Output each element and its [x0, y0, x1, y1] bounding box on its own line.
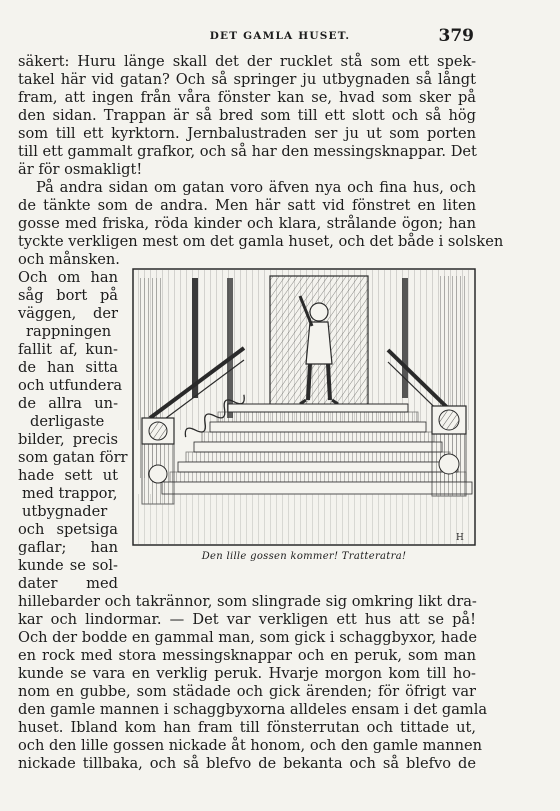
text-line: såg bort på [18, 287, 118, 304]
text-line: de allra un- [18, 395, 118, 412]
text-line: som gatan förr [18, 449, 128, 466]
text-line: hade sett ut [18, 467, 118, 484]
text-line: Och om han [18, 269, 118, 286]
text-line: utbygnader [22, 503, 108, 520]
text-line: säkert: Huru länge skall det der rucklet stå som ett spek- [18, 53, 476, 70]
text-line: den sidan. Trappan är så bred som till ett slott och så hög [18, 107, 476, 124]
text-line: På andra sidan om gatan voro äfven nya och fina hus, och [36, 179, 476, 196]
text-line: tyckte verkligen mest om det gamla huset, och det både i solsken [18, 233, 504, 250]
text-line: med trappor, [22, 485, 118, 502]
engraving [132, 268, 476, 564]
text-line: fram, att ingen från våra fönster kan se, hvad som sker på [18, 89, 476, 106]
text-line: bilder, precis [18, 431, 118, 448]
text-line: fallit af, kun- [18, 341, 118, 358]
text-line: kunde se vara en verklig peruk. Hvarje morgon kom till ho- [18, 665, 476, 682]
text-line: de han sitta [18, 359, 118, 376]
text-block-wrap [18, 269, 128, 593]
page-header [0, 26, 560, 46]
text-line: nom en gubbe, som städade och gick ärenden; för öfrigt var [18, 683, 476, 700]
text-line: gaflar; han [18, 539, 118, 556]
text-line: är för osmakligt! [18, 161, 143, 178]
text-block-top [18, 53, 504, 269]
illustration-caption: Den lille gossen kommer! Tratteratra! [201, 551, 407, 562]
text-line: de tänkte som de andra. Men här satt vid fönstret en liten [18, 197, 476, 214]
text-line: takel här vid gatan? Och så springer ju utbygnaden så långt [18, 71, 476, 88]
text-line: gosse med friska, röda kinder och klara, strålande ögon; han [18, 215, 476, 232]
text-line: derligaste [30, 413, 105, 430]
text-line: den gamle mannen i schaggbyxorna alldeles ensam i det gamla [18, 701, 488, 718]
text-block-bottom [18, 593, 488, 773]
text-line: till ett gammalt grafkor, och så har den messingsknappar. Det [18, 143, 477, 160]
text-line: en rock med stora messingsknappar och en peruk, som man [18, 647, 476, 664]
running-title: DET GAMLA HUSET. [209, 30, 351, 42]
text-line: kunde se sol- [18, 557, 118, 574]
text-line: och utfundera [18, 377, 123, 394]
text-line: nickade tillbaka, och så blefvo de bekanta och så blefvo de [18, 755, 476, 772]
page-number: 379 [438, 26, 474, 46]
artist-signature: H [456, 533, 464, 543]
text-line: Och der bodde en gammal man, som gick i schaggbyxor, hade [18, 629, 477, 646]
text-line: väggen, der [18, 305, 118, 322]
text-line: och månsken. [18, 251, 120, 268]
illustration-staircase [132, 268, 476, 564]
text-line: huset. Ibland kom han fram till fönsterrutan och tittade ut, [18, 719, 476, 736]
text-line: och spetsiga [18, 521, 118, 538]
text-line: dater med [18, 575, 118, 592]
text-line: kar och lindormar. — Det var verkligen ett hus att se på! [18, 611, 476, 628]
text-line: hillebarder och takrännor, som slingrade sig omkring likt dra- [18, 593, 477, 610]
text-line: och den lille gossen nickade åt honom, och den gamle mannen [18, 737, 483, 754]
text-line: rappningen [26, 323, 112, 340]
text-line: som till ett kyrktorn. Jernbalustraden ser ju ut som porten [18, 125, 476, 142]
